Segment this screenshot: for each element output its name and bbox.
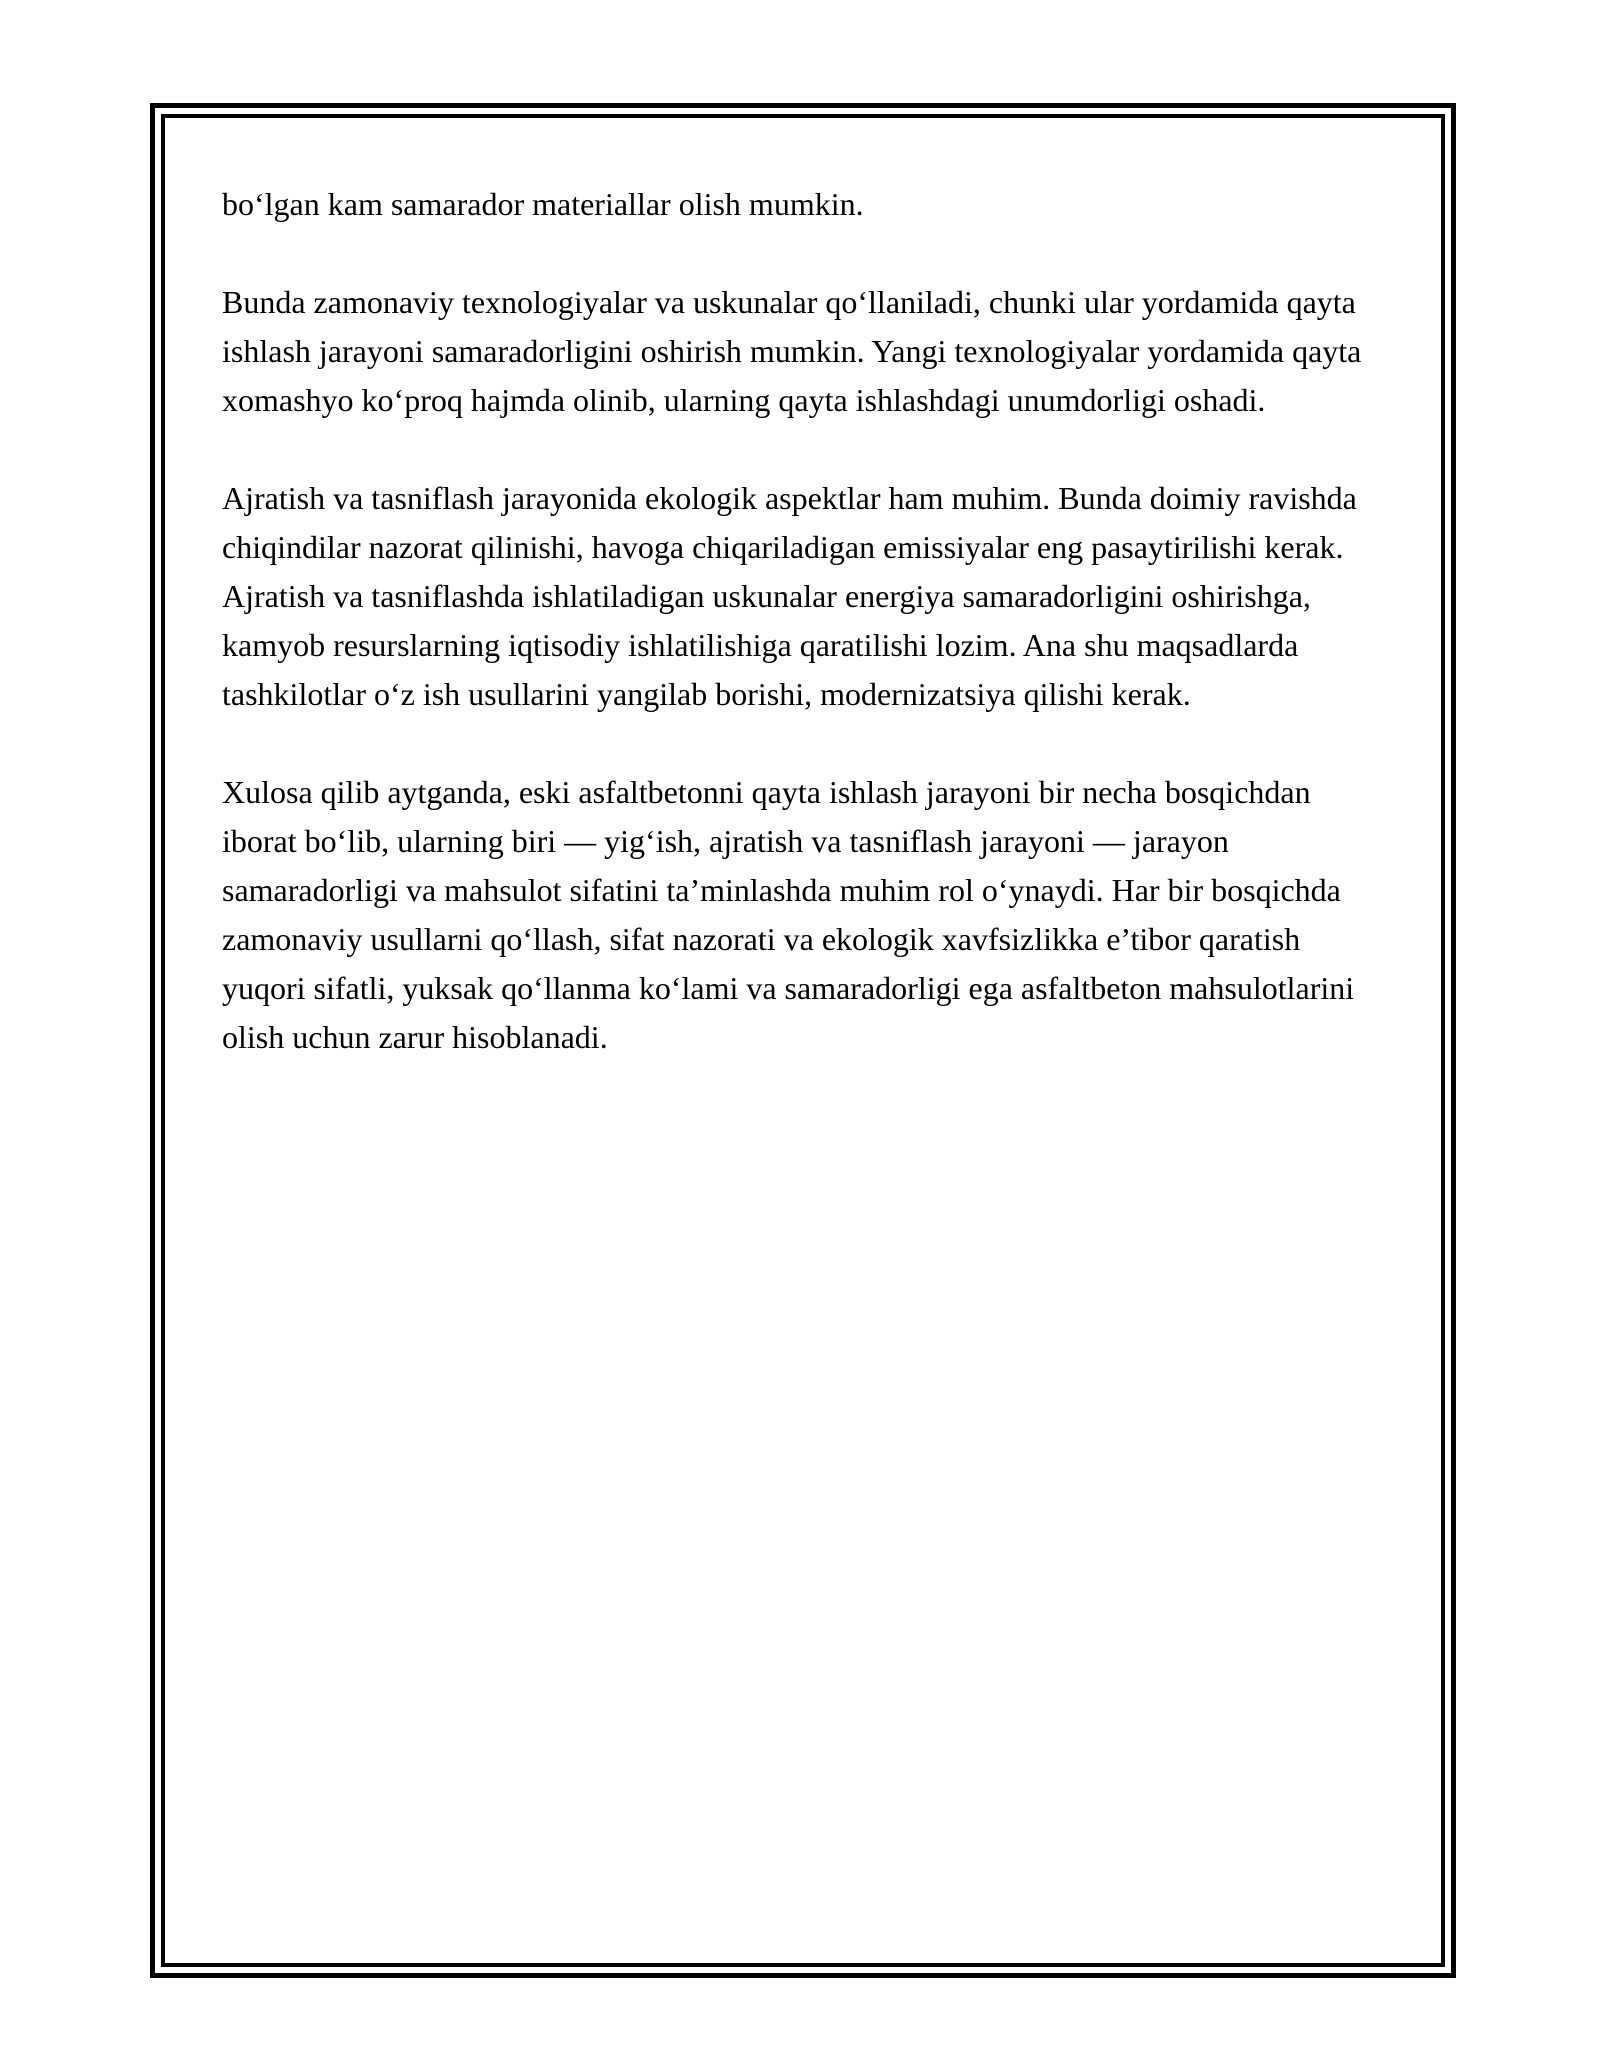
- paragraph-1: bo‘lgan kam samarador materiallar olish mumkin.: [222, 186, 864, 222]
- paragraph-3: Ajratish va tasniflash jarayonida ekologik aspektlar ham muhim. Bunda doimiy ravishda chiqindilar nazorat qilinishi, havoga chiqariladigan emissiyalar eng pasaytirilishi kerak. Ajratish va tasniflashda ishlatiladigan uskunalar energiya samaradorligini oshirishga, kamyob resurslarning iqtisodiy ishlatilishiga qaratilishi lozim. Ana shu maqsadlarda tashkilotlar o‘z ish usullarini yangilab borishi, modernizatsiya qilishi kerak.: [222, 480, 1357, 712]
- document-body: [222, 180, 1372, 1111]
- paragraph-2: Bunda zamonaviy texnologiyalar va uskunalar qo‘llaniladi, chunki ular yordamida qayta ishlash jarayoni samaradorligini oshirish mumkin. Yangi texnologiyalar yordamida qayta xomashyo ko‘proq hajmda olinib, ularning qayta ishlashdagi unumdorligi oshadi.: [222, 284, 1362, 418]
- paragraph-4: Xulosa qilib aytganda, eski asfaltbetonni qayta ishlash jarayoni bir necha bosqichdan iborat bo‘lib, ularning biri — yig‘ish, ajratish va tasniflash jarayoni — jarayon samaradorligi va mahsulot sifatini ta’minlashda muhim rol o‘ynaydi. Har bir bosqichda zamonaviy usullarni qo‘llash, sifat nazorati va ekologik xavfsizlikka e’tibor qaratish yuqori sifatli, yuksak qo‘llanma ko‘lami va samaradorligi ega asfaltbeton mahsulotlarini olish uchun zarur hisoblanadi.: [222, 774, 1355, 1055]
